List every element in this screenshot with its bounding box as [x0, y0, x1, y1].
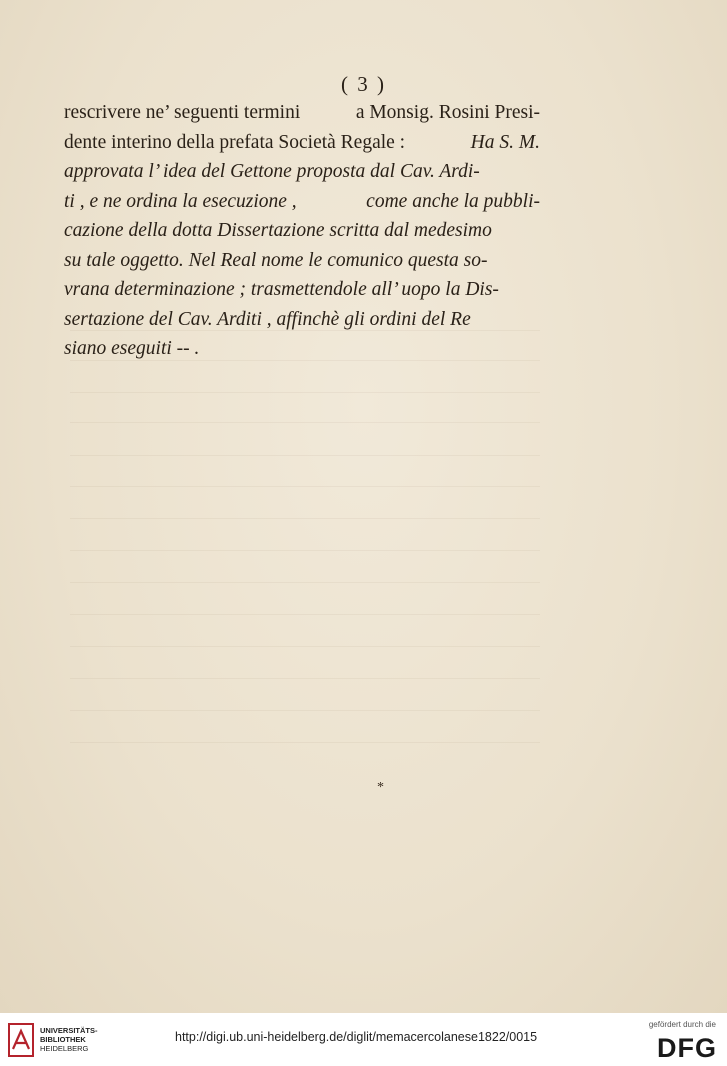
text-segment: vrana determinazione ; trasmettendole all’ uopo la Dis-: [64, 279, 499, 300]
text-line: [64, 275, 540, 305]
text-segment: dente interino della prefata Società Regale :: [64, 131, 406, 153]
text-segment: Ha S. M.: [470, 131, 540, 153]
text-line: [64, 334, 540, 364]
text-segment: su tale oggetto. Nel Real nome le comunico questa so-: [64, 249, 488, 271]
text-line: [64, 216, 540, 246]
text-line: [64, 187, 540, 217]
text-line: [64, 98, 540, 128]
permalink-url[interactable]: http://digi.ub.uni-heidelberg.de/diglit/memacercolanese1822/0015: [175, 1030, 538, 1044]
text-segment: a Monsig. Rosini Presi-: [355, 102, 540, 123]
body-text: [64, 98, 540, 364]
library-name-line-2: BIBLIOTHEK: [40, 1035, 86, 1044]
text-segment: approvata l’ idea del Gettone proposta dal Cav. Ardi-: [64, 161, 480, 182]
text-line: [64, 128, 540, 158]
funded-by-label: gefördert durch die: [648, 1020, 716, 1029]
page-number: ( 3 ): [341, 72, 386, 96]
text-line: [64, 305, 540, 335]
text-line: [64, 157, 540, 187]
text-segment: ti , e ne ordina la esecuzione ,: [64, 190, 297, 212]
dfg-logo[interactable]: DFG: [657, 1033, 717, 1063]
library-city: HEIDELBERG: [40, 1044, 89, 1053]
footer-bar: [0, 1013, 727, 1066]
text-segment: siano eseguiti -- .: [64, 338, 200, 359]
library-logo-icon[interactable]: [8, 1023, 34, 1057]
text-segment: come anche la pubbli-: [366, 190, 540, 212]
text-segment: sertazione del Cav. Arditi , affinchè gli ordini del Re: [64, 308, 471, 330]
library-name[interactable]: [40, 1026, 98, 1053]
text-segment: rescrivere ne’ seguenti termini: [64, 102, 301, 123]
library-name-line-1: UNIVERSITÄTS-: [40, 1026, 98, 1035]
ornament-asterisk: *: [377, 780, 384, 795]
text-segment: cazione della dotta Dissertazione scritta dal medesimo: [64, 220, 492, 241]
text-line: [64, 246, 540, 276]
